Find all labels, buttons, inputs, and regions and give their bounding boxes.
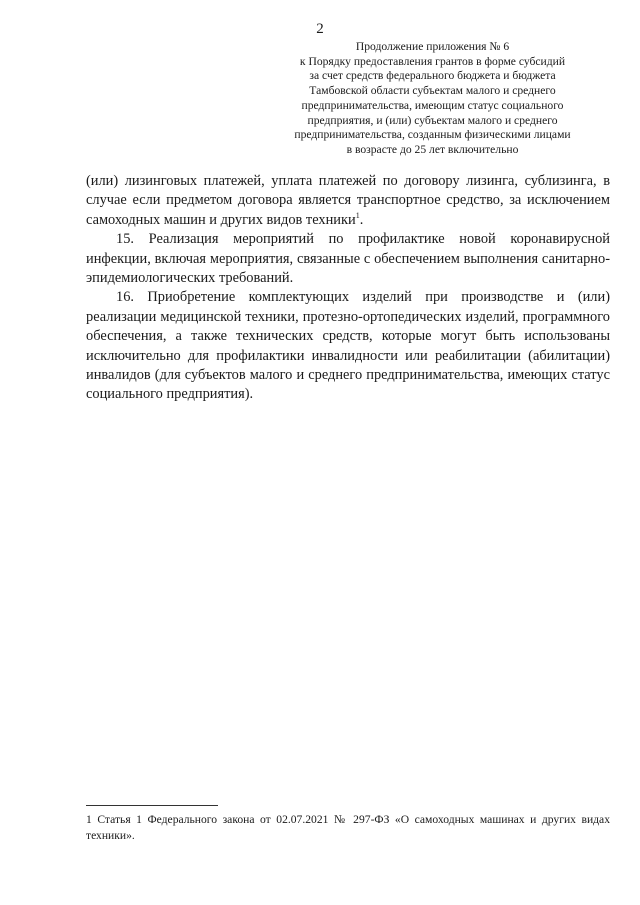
footnote-reference[interactable]: 1 bbox=[355, 210, 360, 220]
footnote-divider bbox=[86, 805, 218, 806]
header-line: предпринимательства, созданным физическими лицами bbox=[294, 128, 571, 142]
header-line: Продолжение приложения № 6 bbox=[355, 40, 510, 53]
header-line: предприятия, и (или) субъектам малого и среднего bbox=[307, 113, 558, 127]
header-line: за счет средств федерального бюджета и бюджета bbox=[309, 69, 556, 83]
footnote-text: Статья 1 Федерального закона от 02.07.2021 № 297-ФЗ «О самоходных машинах и других видах техники». bbox=[86, 813, 610, 842]
document-body bbox=[86, 172, 610, 405]
body-paragraph-16: 16. Приобретение комплектующих изделий при производстве и (или) реализации медицинской техники, протезно-ортопедических изделий, программного обеспечения, а также технических средств, которые могут быть использованы исключительно для профилактики инвалидности или реабилитации (абилитации) инвалидов (для субъектов малого и среднего предпринимательства, имеющих статус социального предприятия). bbox=[86, 289, 610, 403]
footnote bbox=[86, 812, 610, 844]
header-line: в возрасте до 25 лет включительно bbox=[346, 142, 519, 156]
header-line: к Порядку предоставления грантов в форме субсидий bbox=[299, 54, 566, 68]
body-paragraph-15: 15. Реализация мероприятий по профилактике новой коронавирусной инфекции, включая мероприятия, связанные с обеспечением выполнения санитарно-эпидемиологических требований. bbox=[86, 231, 610, 287]
document-header bbox=[250, 40, 615, 158]
paragraph-end: . bbox=[359, 211, 364, 228]
body-paragraph bbox=[86, 172, 610, 230]
header-line: Тамбовской области субъектам малого и среднего bbox=[309, 84, 556, 98]
header-line: предпринимательства, имеющим статус социального bbox=[301, 98, 564, 112]
paragraph-text: (или) лизинговых платежей, уплата платежей по договору лизинга, сублизинга, в случае если предметом договора является транспортное средство, за исключением самоходных машин и других видов техники bbox=[86, 173, 610, 228]
footnote-marker: 1 bbox=[86, 813, 92, 826]
page-number: 2 bbox=[316, 21, 324, 37]
